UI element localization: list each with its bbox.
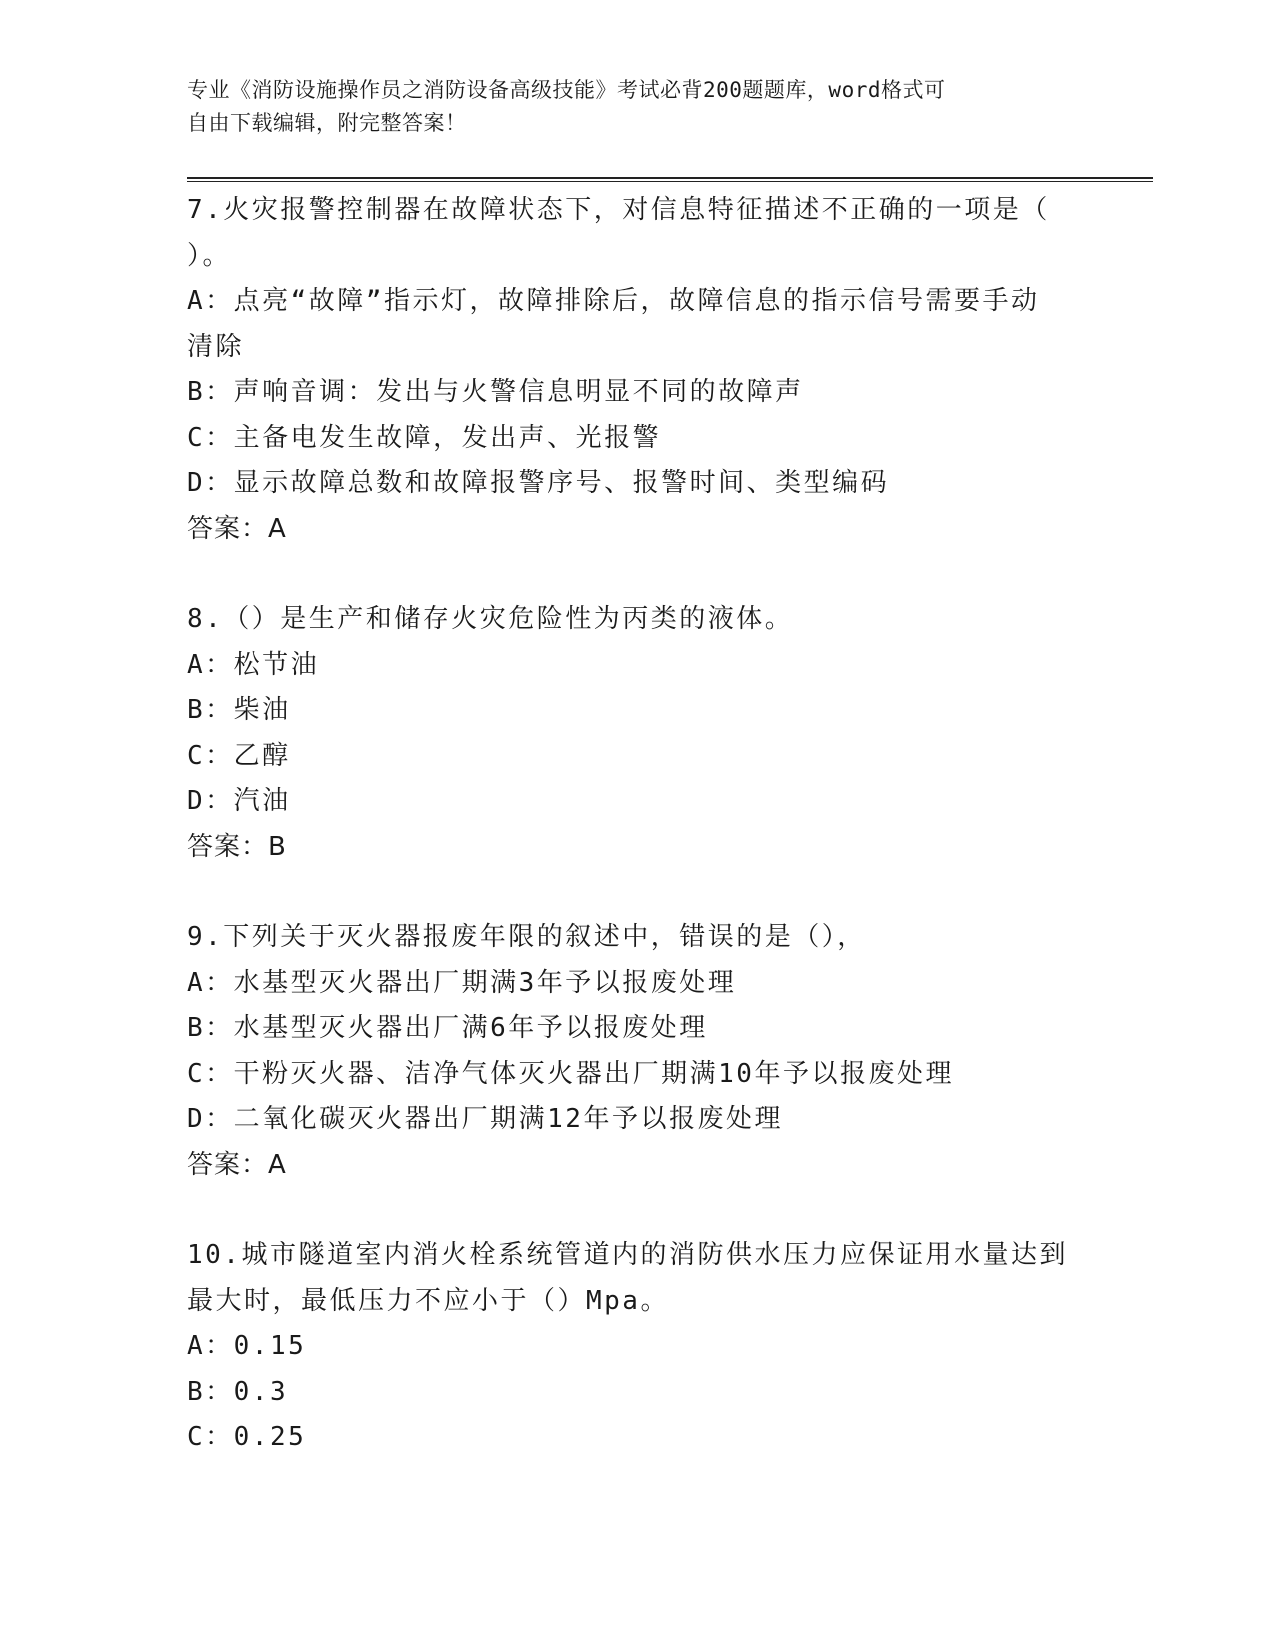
option-b: B：柴油	[187, 695, 291, 725]
spacer	[187, 870, 1087, 915]
option-c: C：乙醇	[187, 740, 291, 771]
document-header	[187, 74, 1067, 140]
option-a: A：松节油	[187, 649, 320, 680]
header-divider-thin	[187, 181, 1153, 182]
question-stem-line: 8.（）是生产和储存火灾危险性为丙类的液体。	[187, 604, 794, 634]
header-divider-thick	[187, 177, 1153, 179]
option-a: A：水基型灭火器出厂期满3年予以报废处理	[187, 967, 737, 998]
question-stem-line: ）。	[187, 240, 232, 271]
question-block-7	[187, 188, 1087, 552]
option-b: B：声响音调：发出与火警信息明显不同的故障声	[187, 377, 804, 407]
option-a-continuation: 清除	[187, 331, 245, 362]
option-d: D：显示故障总数和故障报警序号、报警时间、类型编码	[187, 468, 890, 498]
question-block-9	[187, 915, 1087, 1188]
question-stem-line: 9.下列关于灭火器报废年限的叙述中，错误的是（），	[187, 922, 866, 952]
header-line-2: 自由下载编辑，附完整答案！	[187, 111, 467, 135]
answer-label: 答案：A	[187, 1149, 287, 1180]
question-block-8	[187, 597, 1087, 870]
spacer	[187, 1188, 1087, 1233]
option-c: C：0.25	[187, 1422, 307, 1452]
option-b: B：0.3	[187, 1376, 289, 1407]
option-c: C：干粉灭火器、洁净气体灭火器出厂期满10年予以报废处理	[187, 1058, 954, 1089]
question-stem-line: 最大时，最低压力不应小于（）Mpa。	[187, 1285, 669, 1316]
question-block-10	[187, 1233, 1087, 1461]
answer-label: 答案：A	[187, 513, 287, 544]
option-a: A：点亮“故障”指示灯，故障排除后，故障信息的指示信号需要手动	[187, 286, 1040, 316]
option-d: D：二氧化碳灭火器出厂期满12年予以报废处理	[187, 1104, 783, 1134]
option-d: D：汽油	[187, 786, 291, 816]
option-c: C：主备电发生故障，发出声、光报警	[187, 422, 662, 453]
question-stem-line: 7.火灾报警控制器在故障状态下，对信息特征描述不正确的一项是（	[187, 195, 1050, 225]
option-a: A：0.15	[187, 1331, 307, 1361]
question-list	[187, 188, 1087, 1461]
spacer	[187, 552, 1087, 597]
question-stem-line: 10.城市隧道室内消火栓系统管道内的消防供水压力应保证用水量达到	[187, 1240, 1068, 1270]
answer-label: 答案：B	[187, 831, 287, 862]
header-line-1: 专业《消防设施操作员之消防设备高级技能》考试必背200题题库，word格式可	[187, 78, 946, 102]
option-b: B：水基型灭火器出厂满6年予以报废处理	[187, 1013, 708, 1043]
